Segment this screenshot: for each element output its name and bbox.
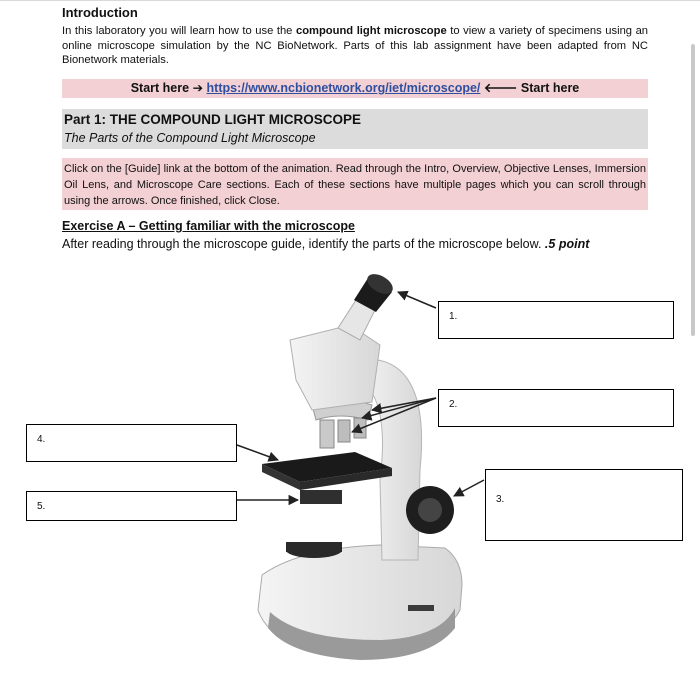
start-here-right-label: Start here bbox=[520, 81, 580, 95]
box-1-label: 1. bbox=[449, 311, 458, 322]
intro-heading: Introduction bbox=[62, 5, 138, 20]
intro-paragraph: In this laboratory you will learn how to use the compound light microscope to view a variety of specimens using an online microscope simulation by the NC BioNetwork. Parts of this lab assignment have been adapted from NC Bionetwork materials. bbox=[62, 25, 649, 66]
arrow-3 bbox=[454, 480, 484, 496]
answer-box-2[interactable] bbox=[438, 389, 674, 427]
exercise-title: Exercise A – Getting familiar with the microscope bbox=[62, 219, 355, 233]
instructions-text: Click on the [Guide] link at the bottom of the animation. Read through the Intro, Overview, Objective Lenses, Immersion Oil Lens, and Microscope Care sections. Each of these sections have multiple pages which you can scroll through using the arrows. Once finished, click Close. bbox=[64, 163, 646, 207]
arrow-1 bbox=[398, 292, 436, 308]
box-4-label: 4. bbox=[37, 434, 46, 445]
answer-box-4[interactable] bbox=[26, 424, 237, 462]
part-subtitle: The Parts of the Compound Light Microscope bbox=[64, 131, 316, 145]
answer-box-5[interactable] bbox=[26, 491, 237, 521]
box-5-label: 5. bbox=[37, 501, 46, 512]
part-title: Part 1: THE COMPOUND LIGHT MICROSCOPE bbox=[64, 112, 362, 127]
start-here-left-label: Start here bbox=[130, 81, 190, 95]
right-arrow-icon: ➔ bbox=[192, 81, 204, 95]
answer-box-1[interactable] bbox=[438, 301, 674, 339]
answer-box-3[interactable] bbox=[485, 469, 683, 541]
microscope-sim-link[interactable]: https://www.ncbionetwork.org/iet/microscope/ bbox=[206, 81, 481, 95]
objective-lens bbox=[320, 420, 334, 448]
intro-bold-term: compound light microscope bbox=[295, 25, 447, 37]
exercise-points: .5 point bbox=[544, 237, 590, 251]
box-2-label: 2. bbox=[449, 399, 458, 410]
arrow-4 bbox=[237, 445, 278, 460]
box-3-label: 3. bbox=[496, 494, 505, 505]
base-logo-plate bbox=[408, 605, 434, 611]
left-arrow-icon: 🡐 bbox=[483, 81, 518, 95]
condenser bbox=[300, 490, 342, 504]
exercise-description: After reading through the microscope guide, identify the parts of the microscope below. .5 point bbox=[62, 237, 590, 251]
microscope-head bbox=[290, 325, 380, 410]
